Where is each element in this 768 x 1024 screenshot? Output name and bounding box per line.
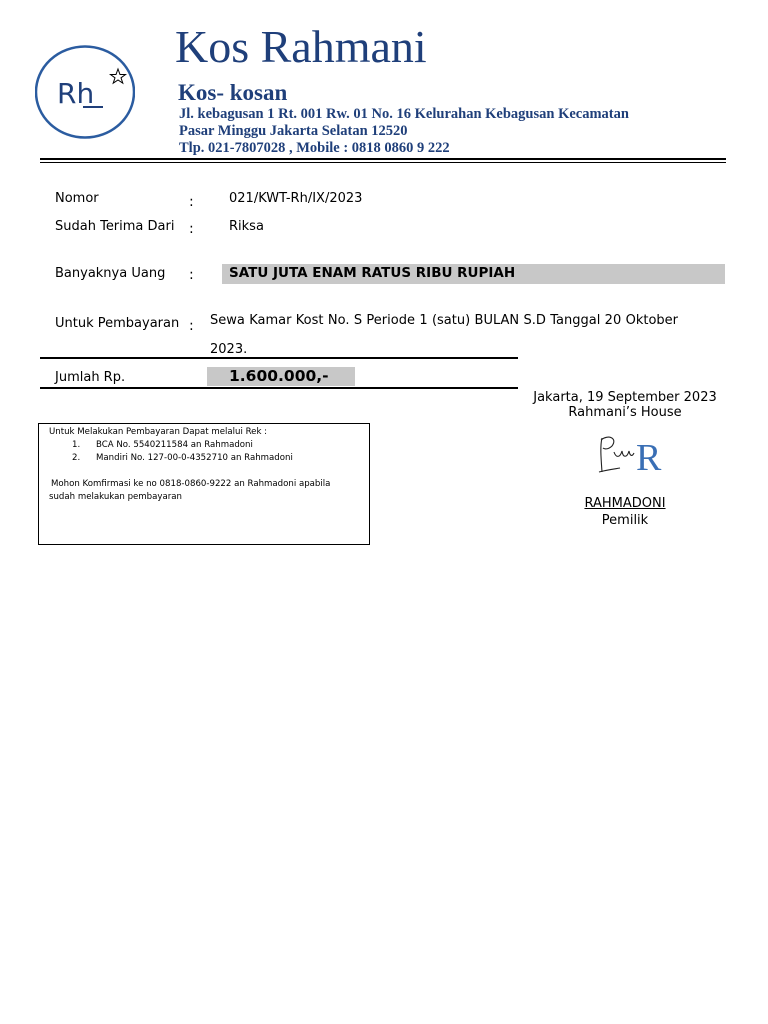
confirm-line-2: sudah melakukan pembayaran <box>49 492 182 502</box>
payment-for-value: Sewa Kamar Kost No. S Periode 1 (satu) BULAN S.D Tanggal 20 Oktober 2023. <box>210 313 678 357</box>
payment-info-intro: Untuk Melakukan Pembayaran Dapat melalui Rek : <box>49 427 268 437</box>
confirm-line-1: Mohon Komfirmasi ke no 0818-0860-9222 an Rahmadoni apabila <box>51 479 331 489</box>
account-num-1: 1. <box>72 440 81 450</box>
total-value: 1.600.000,- <box>229 367 329 385</box>
payment-for-colon: : <box>189 318 194 334</box>
signature-name-text: RAHMADONI <box>584 496 666 511</box>
payment-for-label: Untuk Pembayaran <box>55 316 180 331</box>
amount-words-label: Banyaknya Uang <box>55 266 166 281</box>
signature-house: Rahmani’s House <box>568 405 682 420</box>
address-line-2: Pasar Minggu Jakarta Selatan 12520 <box>179 123 408 139</box>
number-value: 021/KWT-Rh/IX/2023 <box>229 191 363 206</box>
total-divider-top <box>40 357 518 359</box>
number-colon: : <box>189 194 194 210</box>
amount-words-colon: : <box>189 267 194 283</box>
logo <box>35 45 135 139</box>
total-label: Jumlah Rp. <box>55 370 126 385</box>
amount-words-value: SATU JUTA ENAM RATUS RIBU RUPIAH <box>229 265 516 281</box>
phone-line: Tlp. 021-7807028 , Mobile : 0818 0860 9 222 <box>179 140 450 156</box>
header-divider-thin <box>40 162 726 163</box>
account-text-2: Mandiri No. 127-00-0-4352710 an Rahmadoni <box>96 453 293 463</box>
header-divider <box>40 158 726 160</box>
org-subtitle: Kos- kosan <box>178 80 288 105</box>
logo-text: Rh <box>57 77 95 110</box>
address-line-1: Jl. kebagusan 1 Rt. 001 Rw. 01 No. 16 Kelurahan Kebagusan Kecamatan <box>179 106 629 122</box>
signature-name <box>520 497 730 512</box>
payment-info-box <box>38 423 370 545</box>
account-num-2: 2. <box>72 453 81 463</box>
org-name: Kos Rahmani <box>175 21 427 72</box>
received-from-colon: : <box>189 221 194 237</box>
received-from-label: Sudah Terima Dari <box>55 219 175 234</box>
number-label: Nomor <box>55 191 99 206</box>
total-divider-bottom <box>40 387 518 389</box>
svg-text:R: R <box>636 437 662 479</box>
received-from-value: Riksa <box>229 219 264 234</box>
signature-role: Pemilik <box>601 513 649 528</box>
account-text-1: BCA No. 5540211584 an Rahmadoni <box>96 440 253 450</box>
signature-place-date: Jakarta, 19 September 2023 <box>533 390 717 405</box>
handwritten-signature <box>596 432 671 482</box>
